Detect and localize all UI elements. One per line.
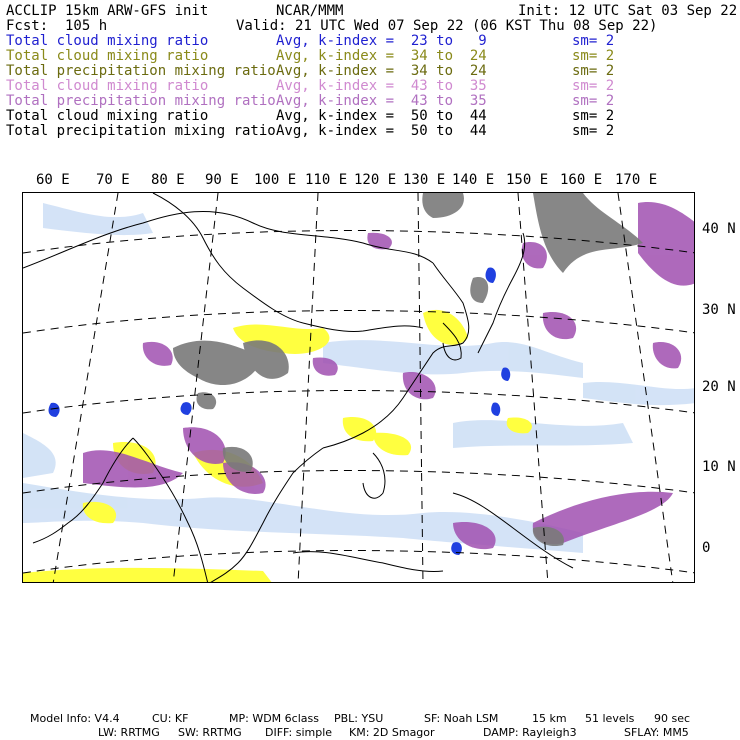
lon-label: 90 E <box>205 172 239 188</box>
lon-label: 130 E <box>403 172 446 188</box>
lon-label: 100 E <box>254 172 297 188</box>
lon-label: 140 E <box>452 172 495 188</box>
lat-label: 0 <box>702 540 711 556</box>
model-title: ACCLIP 15km ARW-GFS init <box>6 3 209 19</box>
footer-sw: SW: RRTMG <box>178 726 242 739</box>
footer-damp: DAMP: Rayleigh3 <box>483 726 577 739</box>
footer-sf: SF: Noah LSM <box>424 712 499 725</box>
lon-label: 170 E <box>615 172 658 188</box>
field-stat: Avg, k-index = 43 to 35 <box>276 78 487 94</box>
field-sm: sm= 2 <box>572 123 615 139</box>
field-stat: Avg, k-index = 50 to 44 <box>276 123 487 139</box>
init-time: Init: 12 UTC Sat 03 Sep 22 <box>518 3 738 19</box>
forecast-hour: Fcst: 105 h <box>6 18 108 34</box>
field-name: Total precipitation mixing ratio <box>6 63 276 79</box>
footer-mp: MP: WDM 6class <box>229 712 319 725</box>
field-stat: Avg, k-index = 50 to 44 <box>276 108 487 124</box>
lon-label: 60 E <box>36 172 70 188</box>
field-stat: Avg, k-index = 23 to 9 <box>276 33 487 49</box>
lon-label: 160 E <box>560 172 603 188</box>
footer-model-info: Model Info: V4.4 <box>30 712 120 725</box>
footer-km: KM: 2D Smagor <box>349 726 435 739</box>
lon-label: 110 E <box>305 172 348 188</box>
footer-sflay: SFLAY: MM5 <box>624 726 689 739</box>
lat-label: 20 N <box>702 379 736 395</box>
footer-resolution: 15 km <box>532 712 567 725</box>
field-sm: sm= 2 <box>572 63 615 79</box>
footer-levels: 51 levels <box>585 712 635 725</box>
footer-lw: LW: RRTMG <box>98 726 160 739</box>
lat-label: 30 N <box>702 302 736 318</box>
field-name: Total precipitation mixing ratio <box>6 93 276 109</box>
org-label: NCAR/MMM <box>276 3 344 19</box>
field-stat: Avg, k-index = 34 to 24 <box>276 63 487 79</box>
field-sm: sm= 2 <box>572 78 615 94</box>
field-name: Total cloud mixing ratio <box>6 33 209 49</box>
footer-pbl: PBL: YSU <box>334 712 384 725</box>
field-name: Total cloud mixing ratio <box>6 48 209 64</box>
field-sm: sm= 2 <box>572 33 615 49</box>
field-name: Total precipitation mixing ratio <box>6 123 276 139</box>
footer-cu: CU: KF <box>152 712 189 725</box>
map-svg <box>23 193 695 583</box>
field-sm: sm= 2 <box>572 48 615 64</box>
map-panel <box>22 192 695 583</box>
field-name: Total cloud mixing ratio <box>6 78 209 94</box>
valid-time: Valid: 21 UTC Wed 07 Sep 22 (06 KST Thu 08 Sep 22) <box>236 18 658 34</box>
footer-timestep: 90 sec <box>654 712 691 725</box>
lat-label: 10 N <box>702 459 736 475</box>
field-stat: Avg, k-index = 43 to 35 <box>276 93 487 109</box>
lon-label: 120 E <box>354 172 397 188</box>
footer-diff: DIFF: simple <box>265 726 333 739</box>
field-sm: sm= 2 <box>572 93 615 109</box>
lat-label: 40 N <box>702 221 736 237</box>
field-name: Total cloud mixing ratio <box>6 108 209 124</box>
field-sm: sm= 2 <box>572 108 615 124</box>
lon-label: 150 E <box>506 172 549 188</box>
lon-label: 80 E <box>151 172 185 188</box>
field-stat: Avg, k-index = 34 to 24 <box>276 48 487 64</box>
lon-label: 70 E <box>96 172 130 188</box>
